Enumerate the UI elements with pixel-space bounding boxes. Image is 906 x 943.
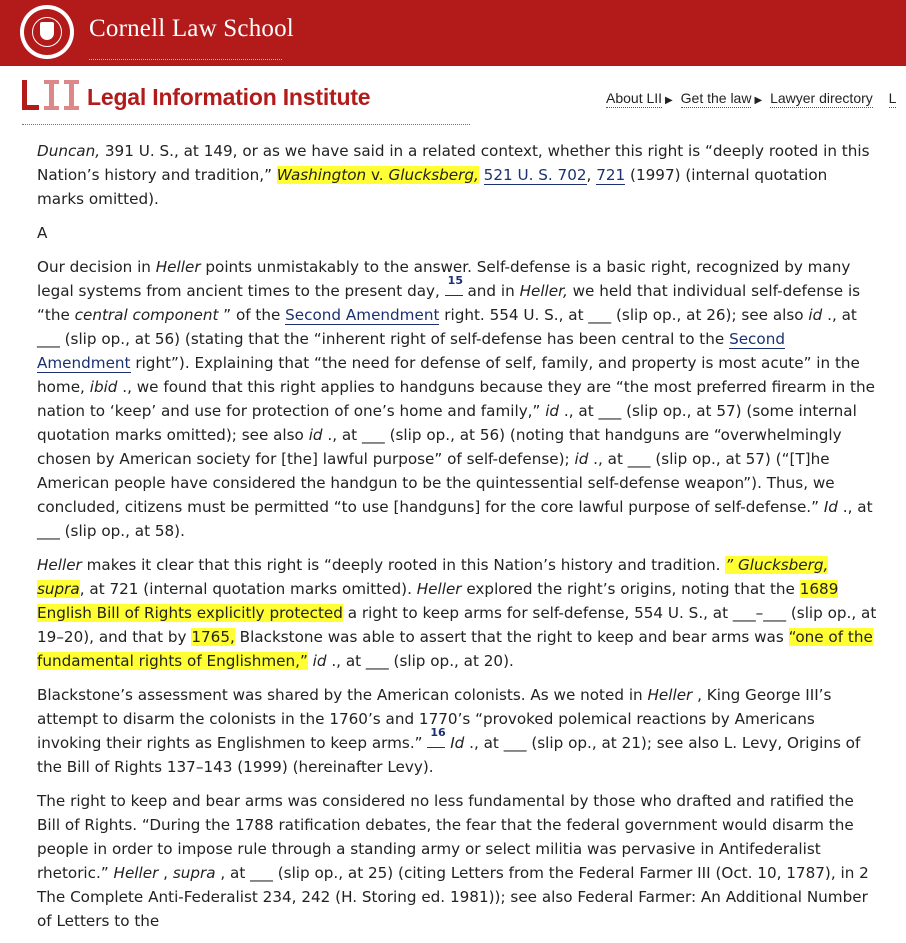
nav-get-the-law[interactable]: Get the law	[680, 90, 752, 106]
citation-link-721[interactable]: 721	[596, 166, 626, 184]
citation-link-521-us-702[interactable]: 521 U. S. 702	[483, 166, 587, 184]
seal-inner	[24, 9, 70, 55]
highlight: “one of the fundamental rights of Englishmen,”	[37, 628, 873, 670]
footnote-link-15[interactable]: 15	[445, 281, 463, 296]
highlight: 1765,	[191, 628, 235, 646]
lii-logo-i-second	[64, 80, 79, 110]
seal-shield-icon	[40, 22, 54, 40]
school-name-underline	[89, 59, 282, 60]
footnote-link-16[interactable]: 16	[427, 733, 445, 748]
paragraph-1: Duncan, 391 U. S., at 149, or as we have said in a related context, whether this right is “deeply rooted in this Nation’s history and tradition,” Washington v. Glucksberg, 521 U. S. 702, 721 (1997) (internal quotation marks omitted).	[37, 142, 870, 208]
top-banner	[0, 0, 906, 66]
caret-right-icon: ▶	[754, 95, 763, 106]
paragraph-2: Our decision in Heller points unmistakably to the answer. Self-defense is a basic right, recognized by many legal systems from ancient times to the present day, 15 and in Heller, we held that individual self-defense is “the central component ” of the Second Amendment right. 554 U. S., at ___ (slip op., at 26); see also id ., at ___ (slip op., at 56) (stating that the “inherent right of self-defense has been central to the Second Amendment right”). Explaining that “the need for defense of self, family, and property is most acute” in the home, ibid ., we found that this right applies to handguns because they are “the most preferred firearm in the nation to ‘keep’ and use for protection of one’s home and family,” id ., at ___ (slip op., at 57) (some internal quotation marks omitted); see also id ., at ___ (slip op., at 56) (noting that handguns are “overwhelmingly chosen by American society for [the] lawful purpose” of self-defense); id ., at ___ (slip op., at 57) (“[T]he American people have considered the handgun to be the quintessential self-defense weapon”). Thus, we concluded, citizens must be permitted “to use [handguns] for the core lawful purpose of self-defense.” Id ., at ___ (slip op., at 58).	[37, 258, 875, 540]
highlight: Washington v. Glucksberg,	[276, 166, 479, 184]
second-amendment-link[interactable]: Second Amendment	[37, 330, 785, 372]
cornell-seal-logo[interactable]	[20, 5, 74, 59]
paragraph-4: Blackstone’s assessment was shared by the American colonists. As we noted in Heller , King George III’s attempt to disarm the colonists in the 1760’s and 1770’s “provoked polemical reactions by Americans invoking their rights as Englishmen to keep arms.” 16 Id ., at ___ (slip op., at 21); see also L. Levy, Origins of the Bill of Rights 137–143 (1999) (hereinafter Levy).	[37, 686, 861, 776]
highlight: 1689 English Bill of Rights explicitly protected	[37, 580, 839, 622]
caret-right-icon: ▶	[665, 95, 673, 106]
lii-logo-i-first	[44, 80, 59, 110]
lii-title-link[interactable]: Legal Information Institute	[87, 84, 371, 110]
section-heading: A	[37, 224, 48, 242]
highlight: ” Glucksberg, supra	[37, 556, 829, 598]
nav-lawyer-directory[interactable]: Lawyer directory	[770, 90, 873, 106]
paragraph-3: Heller makes it clear that this right is “deeply rooted in this Nation’s history and tradition. ” Glucksberg, supra, at 721 (internal quotation marks omitted). Heller explored the right’s origins, noting that the 1689 English Bill of Rights explicitly protected a right to keep arms for self-defense, 554 U. S., at ___–___ (slip op., at 19–20), and that by 1765, Blackstone was able to assert that the right to keep and bear arms was “one of the fundamental rights of Englishmen,” id ., at ___ (slip op., at 20).	[37, 556, 877, 670]
top-nav	[606, 90, 896, 106]
second-amendment-link[interactable]: Second Amendment	[285, 306, 440, 324]
header-divider	[22, 124, 470, 125]
nav-about-lii[interactable]: About LII	[606, 90, 663, 106]
nav-more[interactable]: L	[888, 90, 897, 106]
school-name-link[interactable]: Cornell Law School	[89, 15, 294, 42]
paragraph-5: The right to keep and bear arms was considered no less fundamental by those who drafted and ratified the Bill of Rights. “During the 1788 ratification debates, the fear that the federal government would disarm the people in order to impose rule through a standing army or select militia was pervasive in Antifederalist rhetoric.” Heller , supra , at ___ (slip op., at 25) (citing Letters from the Federal Farmer III (Oct. 10, 1787), in 2 The Complete Anti-Federalist 234, 242 (H. Storing ed. 1981)); see also Federal Farmer: An Additional Number of Letters to the	[37, 792, 869, 930]
opinion-text	[37, 139, 879, 943]
lii-logo-l-foot	[22, 105, 39, 110]
